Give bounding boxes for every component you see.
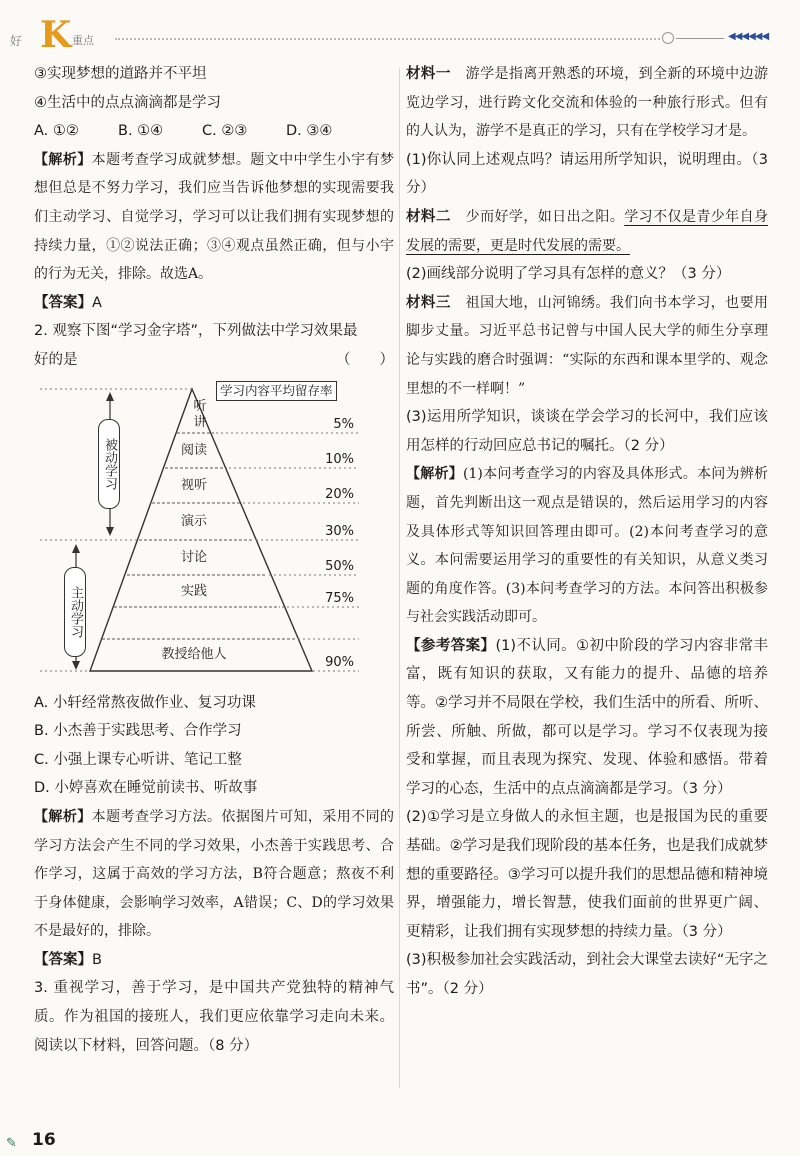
material-3-text: 祖国大地，山河锦绣。我们向书本学习，也要用脚步丈量。习近平总书记曾与中国人民大学的师生分享理论与实践的磨合时强调：“实际的东西和课本里学的、观念里想的不一样啊！” — [406, 294, 769, 397]
q1-answer-value: A — [92, 294, 102, 311]
material-2-underlined: 学习不仅是青少年自身发展的需要，更是时代发展的需要。 — [406, 208, 769, 254]
passive-arrowhead-bottom — [106, 527, 114, 536]
passive-learning-label: 被动学习 — [98, 419, 120, 509]
pen-icon: ✎ — [6, 1136, 17, 1151]
page-header — [0, 0, 800, 60]
q2-option-c: C. 小强上课专心听讲、笔记工整 — [34, 751, 242, 768]
material-3 — [406, 289, 768, 403]
right-column — [406, 60, 768, 1004]
pyramid-outline — [90, 389, 312, 671]
material-2-text: 少而好学，如日出之阳。 — [465, 208, 625, 225]
q2-analysis — [34, 803, 394, 946]
pyramid-level-teach: 教授给他人 — [161, 646, 227, 662]
page-number: 16 — [32, 1130, 56, 1150]
reference-answer-tag: 【参考答案】 — [406, 637, 496, 654]
q2-option-b: B. 小杰善于实践思考、合作学习 — [34, 723, 242, 740]
material-1-tag: 材料一 — [406, 66, 451, 82]
brand-logo — [10, 14, 120, 56]
learning-pyramid-figure — [34, 379, 374, 685]
material-1-text: 游学是指离开熟悉的环境，到全新的环境中边游览边学习，进行跨文化交流和体验的一种旅行形式。但有的人认为，游学不是真正的学习，只有在学校学习才是。 — [406, 66, 769, 140]
pyramid-level-practice: 实践 — [180, 583, 207, 599]
material-2-tag: 材料二 — [406, 208, 451, 225]
option-3: ③实现梦想的道路并不平坦 — [34, 66, 207, 82]
q2-analysis-text: 本题考查学习方法。依据图片可知，采用不同的学习方法会产生不同的学习效果，小杰善于实践思考、合作学习，这属于高效的学习方法，B符合题意；熬夜不利于身体健康，会影响学习效率，A错误；C、D的学习效果不是最好的，排除。 — [34, 808, 395, 940]
retention-30: 30% — [325, 523, 354, 539]
q2-option-d: D. 小婷喜欢在睡觉前读书、听故事 — [34, 780, 258, 797]
retention-10: 10% — [325, 451, 354, 467]
q1-choice-d: D. ③④ — [286, 123, 333, 140]
material-3-tag: 材料三 — [406, 294, 451, 311]
q3-analysis-text: (1)本问考查学习的内容及具体形式。本问为辨析题，首先判断出这一观点是错误的，然后运用学习的内容及具体形式等知识回答理由即可。(2)本问考查学习的意义。本问需要运用学习的重要性的有关知识，从意义类习题的角度作答。(3)本问考查学习的方法。本问答出积极参与社会实践活动即可。 — [406, 466, 768, 626]
q2-answer-value: B — [92, 951, 102, 968]
q2-answer — [34, 946, 394, 975]
reference-answer-2: (2)①学习是立身做人的永恒主题，也是报国为民的重要基础。②学习是我们现阶段的基本任务，也是我们成就梦想的重要路径。③学习可以提升我们的思想品德和精神境界，增强能力，增长智慧，使我们面前的世界更广阔、更精彩，让我们拥有实现梦想的持续力量。（3 分） — [406, 809, 768, 940]
analysis-tag: 【解析】 — [34, 151, 92, 168]
active-learning-label: 主动学习 — [64, 567, 86, 657]
pyramid-level-av: 视听 — [180, 477, 207, 493]
option-4: ④生活中的点点滴滴都是学习 — [34, 94, 221, 111]
sub-question-3: (3)运用所学知识，谈谈在学会学习的长河中，我们应该用怎样的行动回应总书记的嘱托。（2 分） — [406, 409, 768, 454]
answer-tag: 【答案】 — [34, 951, 92, 968]
header-rule-tail — [676, 38, 724, 39]
material-2 — [406, 203, 768, 260]
logo-letter: K — [40, 14, 72, 56]
pyramid-title: 学习内容平均留存率 — [216, 381, 337, 401]
q1-answer — [34, 289, 394, 318]
q2-option-a: A. 小轩经常熬夜做作业、复习功课 — [34, 694, 256, 711]
reference-answer-1-text: (1)不认同。①初中阶段的学习内容非常丰富，既有知识的获取，又有能力的提升、品德的培养等。②学习并不局限在学校，我们生活中的所看、所听、所尝、所触、所做，都可以是学习。学习不仅表现为接受和掌握，而且表现为探究、发现、体验和感悟。带着学习的心态，生活中的点点滴滴都是学习。（3 分） — [406, 637, 768, 797]
logo-text-left: 好 — [10, 34, 23, 48]
reference-answer-3: (3)积极参加社会实践活动，到社会大课堂去读好“无字之书”。（2 分） — [406, 952, 768, 997]
q2-stem-end: 好的是 — [34, 351, 78, 368]
answer-tag: 【答案】 — [34, 294, 92, 311]
retention-50: 50% — [325, 558, 354, 574]
analysis-tag: 【解析】 — [34, 808, 92, 825]
retention-20: 20% — [325, 486, 354, 502]
pyramid-level-read: 阅读 — [180, 442, 207, 458]
pyramid-level-discuss: 讨论 — [180, 549, 207, 565]
q1-choice-c: C. ②③ — [202, 123, 248, 140]
analysis-tag: 【解析】 — [406, 466, 464, 483]
retention-5: 5% — [333, 416, 354, 432]
passive-arrowhead-top — [106, 392, 114, 401]
sub-question-1: (1)你认同上述观点吗？请运用所学知识，说明理由。（3分） — [406, 151, 768, 197]
active-arrowhead-top — [72, 544, 80, 553]
q3-analysis — [406, 460, 768, 632]
reference-answer-1 — [406, 632, 768, 804]
pyramid-level-listen: 听讲 — [193, 398, 207, 430]
left-column — [34, 60, 394, 1060]
header-circle-ornament — [662, 32, 674, 44]
q3-stem: 3. 重视学习，善于学习，是中国共产党独特的精神气质。作为祖国的接班人，我们更应依靠学习走向未来。阅读以下材料，回答问题。（8 分） — [34, 980, 394, 1054]
q2-answer-blank: （ ） — [336, 351, 394, 368]
material-1 — [406, 60, 768, 146]
q2-stem-line1: 2. 观察下图“学习金字塔”，下列做法中学习效果最 — [34, 323, 358, 340]
q1-choices — [34, 117, 394, 146]
pyramid-level-demo: 演示 — [180, 513, 207, 529]
logo-text-right: 重点 — [72, 34, 94, 47]
retention-75: 75% — [325, 590, 354, 606]
q1-choice-b: B. ①④ — [118, 123, 164, 140]
column-divider — [399, 68, 400, 1088]
q1-analysis — [34, 146, 394, 289]
sub-question-2: (2)画线部分说明了学习具有怎样的意义？（3 分） — [406, 266, 731, 283]
q1-analysis-text: 本题考查学习成就梦想。题文中中学生小宇有梦想但总是不努力学习，我们应当告诉他梦想的实现需要我们主动学习、自觉学习，学习可以让我们拥有实现梦想的持续力量，①②说法正确；③④观点虽然正确，但与小宇的行为无关，排除。故选A。 — [34, 151, 395, 283]
q2-stem-line2 — [34, 346, 394, 375]
active-arrowhead-bottom — [72, 661, 80, 670]
header-arrows-icon: ◀◀◀◀◀◀ — [728, 31, 769, 42]
header-dotted-rule — [115, 38, 660, 40]
q1-choice-a: A. ①② — [34, 123, 79, 140]
retention-90: 90% — [325, 654, 354, 670]
